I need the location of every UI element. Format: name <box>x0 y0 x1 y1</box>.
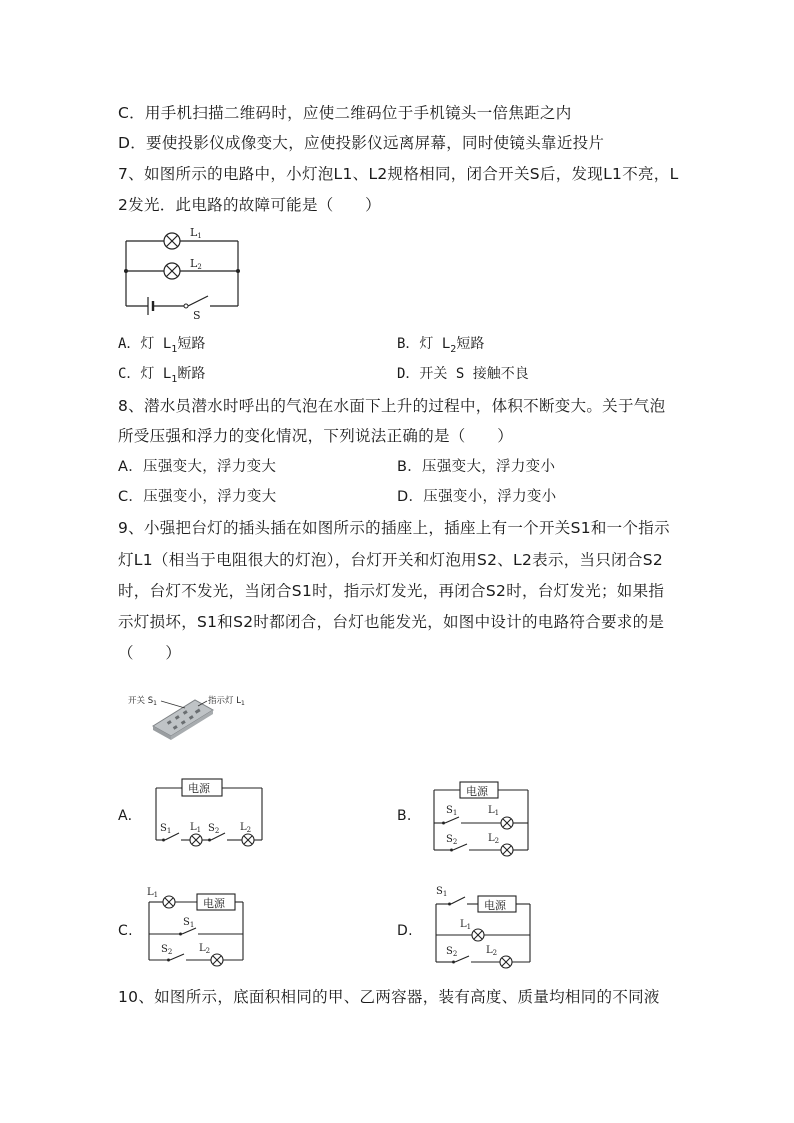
q9-stem-4: 示灯损坏，S1和S2时都闭合，台灯也能发光，如图中设计的电路符合要求的是 <box>118 613 665 631</box>
svg-text:电源: 电源 <box>466 785 488 798</box>
svg-text:S2: $S_2$ <box>208 823 220 835</box>
q9-stem-3: 时，台灯不发光，当闭合S1时，指示灯发光，再闭合S2时，台灯发光；如果指 <box>118 582 665 600</box>
svg-text:L2: $L_2$ <box>240 822 252 834</box>
svg-text:L1: L1 <box>190 226 202 240</box>
svg-text:S2: $S_2$ <box>161 944 173 956</box>
q9-stem-5: （ ） <box>118 644 182 662</box>
svg-text:S2: $S_2$ <box>446 834 458 846</box>
q9-option-b-circuit <box>428 780 534 860</box>
q9-option-c-circuit <box>141 884 251 970</box>
q9-stem-1: 9、小强把台灯的插头插在如图所示的插座上，插座上有一个开关S1和一个指示 <box>118 519 670 537</box>
svg-text:L2: $L_2$ <box>486 945 498 957</box>
svg-text:L2: L2 <box>190 257 202 271</box>
q8-option-b: B．压强变大，浮力变小 <box>397 459 556 475</box>
svg-text:电源: 电源 <box>484 899 506 912</box>
q9-option-c-label: C. <box>118 923 133 939</box>
q6-option-d: D．要使投影仪成像变大，应使投影仪远离屏幕，同时使镜头靠近投片 <box>118 134 605 152</box>
q9-option-a-label: A. <box>118 808 133 824</box>
svg-text:L1: $L_1$ <box>460 919 472 931</box>
svg-text:S2: $S_2$ <box>446 946 458 958</box>
q9-option-b-label: B. <box>397 808 412 824</box>
svg-text:L1: $L_1$ <box>190 822 202 834</box>
svg-text:L1: $L_1$ <box>147 887 159 899</box>
q8-option-d: D．压强变小，浮力变小 <box>397 489 557 505</box>
svg-text:电源: 电源 <box>188 782 210 795</box>
svg-text:指示灯 L1: 指示灯 $L_1$ <box>208 696 245 707</box>
q7-stem-1: 7、如图所示的电路中，小灯泡L1、L2规格相同，闭合开关S后，发现L1不亮，L <box>118 165 679 183</box>
q8-stem-1: 8、潜水员潜水时呼出的气泡在水面下上升的过程中，体积不断变大。关于气泡 <box>118 397 666 415</box>
q10-stem-1: 10、如图所示，底面积相同的甲、乙两容器，装有高度、质量均相同的不同液 <box>118 988 660 1006</box>
power-strip-figure <box>125 688 265 746</box>
q9-option-d-circuit <box>428 882 538 972</box>
svg-text:S1: $S_1$ <box>436 886 448 898</box>
q7-option-b: B．灯 $L_2$短路 <box>397 336 485 355</box>
q9-option-d-label: D. <box>397 923 413 939</box>
svg-text:S1: $S_1$ <box>183 917 195 929</box>
svg-text:L2: $L_2$ <box>488 833 500 845</box>
svg-text:电源: 电源 <box>203 897 225 910</box>
q8-stem-2: 所受压强和浮力的变化情况，下列说法正确的是（ ） <box>118 427 514 445</box>
svg-text:L1: $L_1$ <box>488 805 500 817</box>
q9-option-a-circuit <box>150 776 270 852</box>
q7-option-a: A．灯 $L_1$短路 <box>118 336 206 355</box>
q7-circuit-figure <box>118 222 244 320</box>
svg-text:S1: $S_1$ <box>446 805 458 817</box>
svg-text:开关 S1: 开关 $S_1$ <box>128 696 157 707</box>
q7-option-c: C．灯 $L_1$断路 <box>118 366 206 385</box>
svg-text:S1: $S_1$ <box>160 823 172 835</box>
q7-option-d: D．开关 S 接触不良 <box>397 366 529 382</box>
svg-text:L2: $L_2$ <box>199 943 211 955</box>
q7-stem-2: 2发光．此电路的故障可能是（ ） <box>118 196 381 214</box>
q8-option-a: A．压强变大，浮力变大 <box>118 459 277 475</box>
q6-option-c: C．用手机扫描二维码时，应使二维码位于手机镜头一倍焦距之内 <box>118 104 572 122</box>
svg-text:S: S <box>193 309 201 320</box>
q8-option-c: C．压强变小，浮力变大 <box>118 489 277 505</box>
q9-stem-2: 灯L1（相当于电阻很大的灯泡），台灯开关和灯泡用S2、L2表示，当只闭合S2 <box>118 551 664 569</box>
